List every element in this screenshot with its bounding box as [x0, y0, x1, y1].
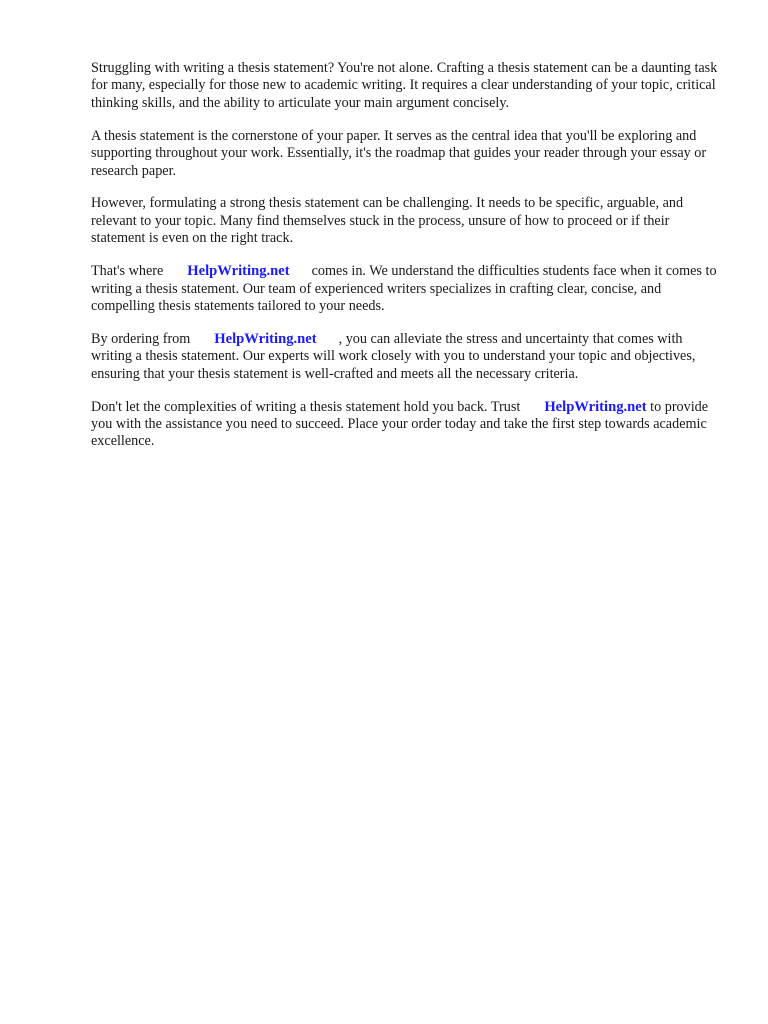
paragraph-service-rest: comes in. We understand the difficulties students face when it comes to writing a thesis statement. Our team of experienced writers specializes in crafting clear, concise, and compelling thesis statements tailored to your needs. [91, 263, 717, 314]
document-body [91, 60, 721, 466]
paragraph-closing-rest: to provide you with the assistance you need to succeed. Place your order today and take the first step towards academic excellence. [91, 398, 709, 450]
paragraph-closing-lead: Don't let the complexities of writing a thesis statement hold you back. Trust [91, 398, 521, 415]
paragraph-challenge: However, formulating a strong thesis statement can be challenging. It needs to be specific, arguable, and relevant to your topic. Many find themselves stuck in the process, unsure of how to proceed or if their statement is even on the right track. [91, 195, 684, 247]
paragraph-cornerstone: A thesis statement is the cornerstone of your paper. It serves as the central idea that you'll be exploring and supporting throughout your work. Essentially, it's the roadmap that guides your reader through your essay or research paper. [91, 127, 707, 179]
paragraph-ordering [91, 331, 721, 383]
helpwriting-link-1[interactable]: HelpWriting.net [187, 263, 290, 280]
paragraph-service [91, 263, 721, 315]
helpwriting-link-3[interactable]: HelpWriting.net [544, 398, 647, 415]
paragraph-ordering-rest: , you can alleviate the stress and uncertainty that comes with writing a thesis statement. Our experts will work closely with you to understand your topic and objectives, ensuring that your thesis statement is well-crafted and meets all the necessary criteria. [91, 330, 696, 382]
paragraph-intro: Struggling with writing a thesis statement? You're not alone. Crafting a thesis statement can be a daunting task for many, especially for those new to academic writing. It requires a clear understanding of your topic, critical thinking skills, and the ability to articulate your main argument concisely. [91, 60, 718, 111]
paragraph-service-lead: That's where [91, 263, 164, 280]
paragraph-ordering-lead: By ordering from [91, 330, 191, 347]
helpwriting-link-2[interactable]: HelpWriting.net [214, 330, 317, 347]
paragraph-closing [91, 399, 721, 451]
